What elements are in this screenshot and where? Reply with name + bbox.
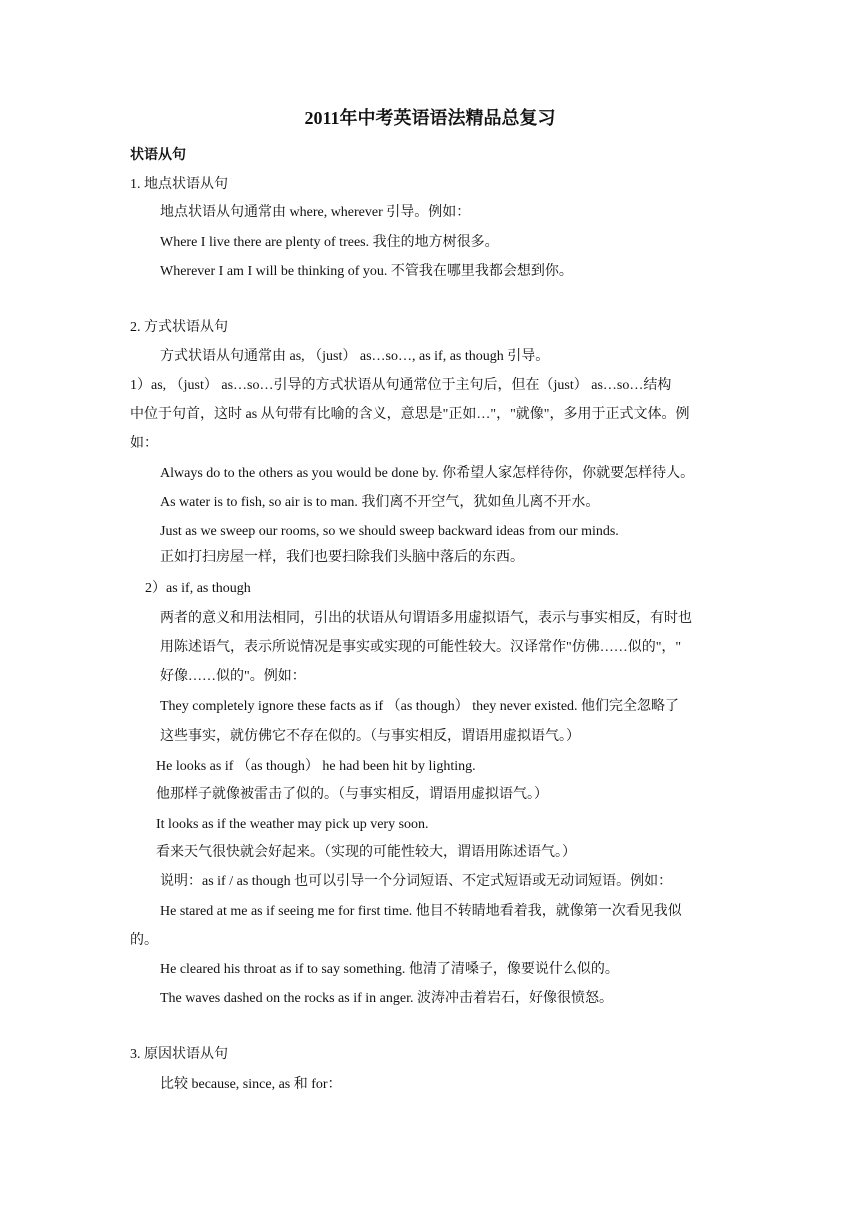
paragraph-line: 如： xyxy=(130,436,158,451)
example-sentence: Wherever I am I will be thinking of you. 不管我在哪里我都会想到你。 xyxy=(160,264,573,279)
subsection-heading: 2. 方式状语从句 xyxy=(130,320,228,335)
example-sentence: He stared at me as if seeing me for first time. 他目不转睛地看着我，就像第一次看见我似 xyxy=(160,904,682,919)
example-sentence: The waves dashed on the rocks as if in anger. 波涛冲击着岩石，好像很愤怒。 xyxy=(160,991,613,1006)
example-translation: 正如打扫房屋一样，我们也要扫除我们头脑中落后的东西。 xyxy=(160,550,524,565)
subsection-heading: 1. 地点状语从句 xyxy=(130,177,228,192)
paragraph-line: 中位于句首，这时 as 从句带有比喻的含义，意思是"正如…"，"就像"，多用于正式文体。例 xyxy=(130,407,690,422)
paragraph-line: 方式状语从句通常由 as, （just） as…so…, as if, as though 引导。 xyxy=(160,349,550,364)
example-sentence: Where I live there are plenty of trees. 我住的地方树很多。 xyxy=(160,235,499,250)
paragraph-line: 两者的意义和用法相同，引出的状语从句谓语多用虚拟语气，表示与事实相反，有时也 xyxy=(160,611,692,626)
example-sentence: It looks as if the weather may pick up very soon. xyxy=(156,817,429,832)
subsection-heading: 3. 原因状语从句 xyxy=(130,1047,228,1062)
paragraph-line: 1）as, （just） as…so…引导的方式状语从句通常位于主句后，但在（just） as…so…结构 xyxy=(130,378,672,393)
paragraph-line: 地点状语从句通常由 where, wherever 引导。例如： xyxy=(160,205,471,220)
example-sentence: Always do to the others as you would be done by. 你希望人家怎样待你，你就要怎样待人。 xyxy=(160,466,695,481)
example-sentence: Just as we sweep our rooms, so we should sweep backward ideas from our minds. xyxy=(160,524,619,539)
example-sentence: He looks as if （as though） he had been hit by lighting. xyxy=(156,759,476,774)
example-sentence-continuation: 的。 xyxy=(130,933,158,948)
example-translation: 看来天气很快就会好起来。（实现的可能性较大，谓语用陈述语气。） xyxy=(156,845,576,860)
paragraph-line: 比较 because, since, as 和 for： xyxy=(160,1077,342,1092)
paragraph-line: 用陈述语气，表示所说情况是事实或实现的可能性较大。汉译常作"仿佛……似的"，" xyxy=(160,640,682,655)
section-heading: 状语从句 xyxy=(130,148,186,163)
example-sentence: He cleared his throat as if to say something. 他清了清嗓子，像要说什么似的。 xyxy=(160,962,619,977)
note-line: 说明：as if / as though 也可以引导一个分词短语、不定式短语或无动词短语。例如： xyxy=(160,874,673,889)
paragraph-line: 好像……似的"。例如： xyxy=(160,669,306,684)
example-sentence: They completely ignore these facts as if （as though） they never existed. 他们完全忽略了 xyxy=(160,699,680,714)
document-title: 2011年中考英语语法精品总复习 xyxy=(304,108,556,128)
example-translation: 他那样子就像被雷击了似的。（与事实相反，谓语用虚拟语气。） xyxy=(156,787,548,802)
example-sentence: As water is to fish, so air is to man. 我们离不开空气，犹如鱼儿离不开水。 xyxy=(160,495,600,510)
example-translation: 这些事实，就仿佛它不存在似的。（与事实相反，谓语用虚拟语气。） xyxy=(160,729,580,744)
subsection-heading: 2）as if, as though xyxy=(145,581,251,596)
